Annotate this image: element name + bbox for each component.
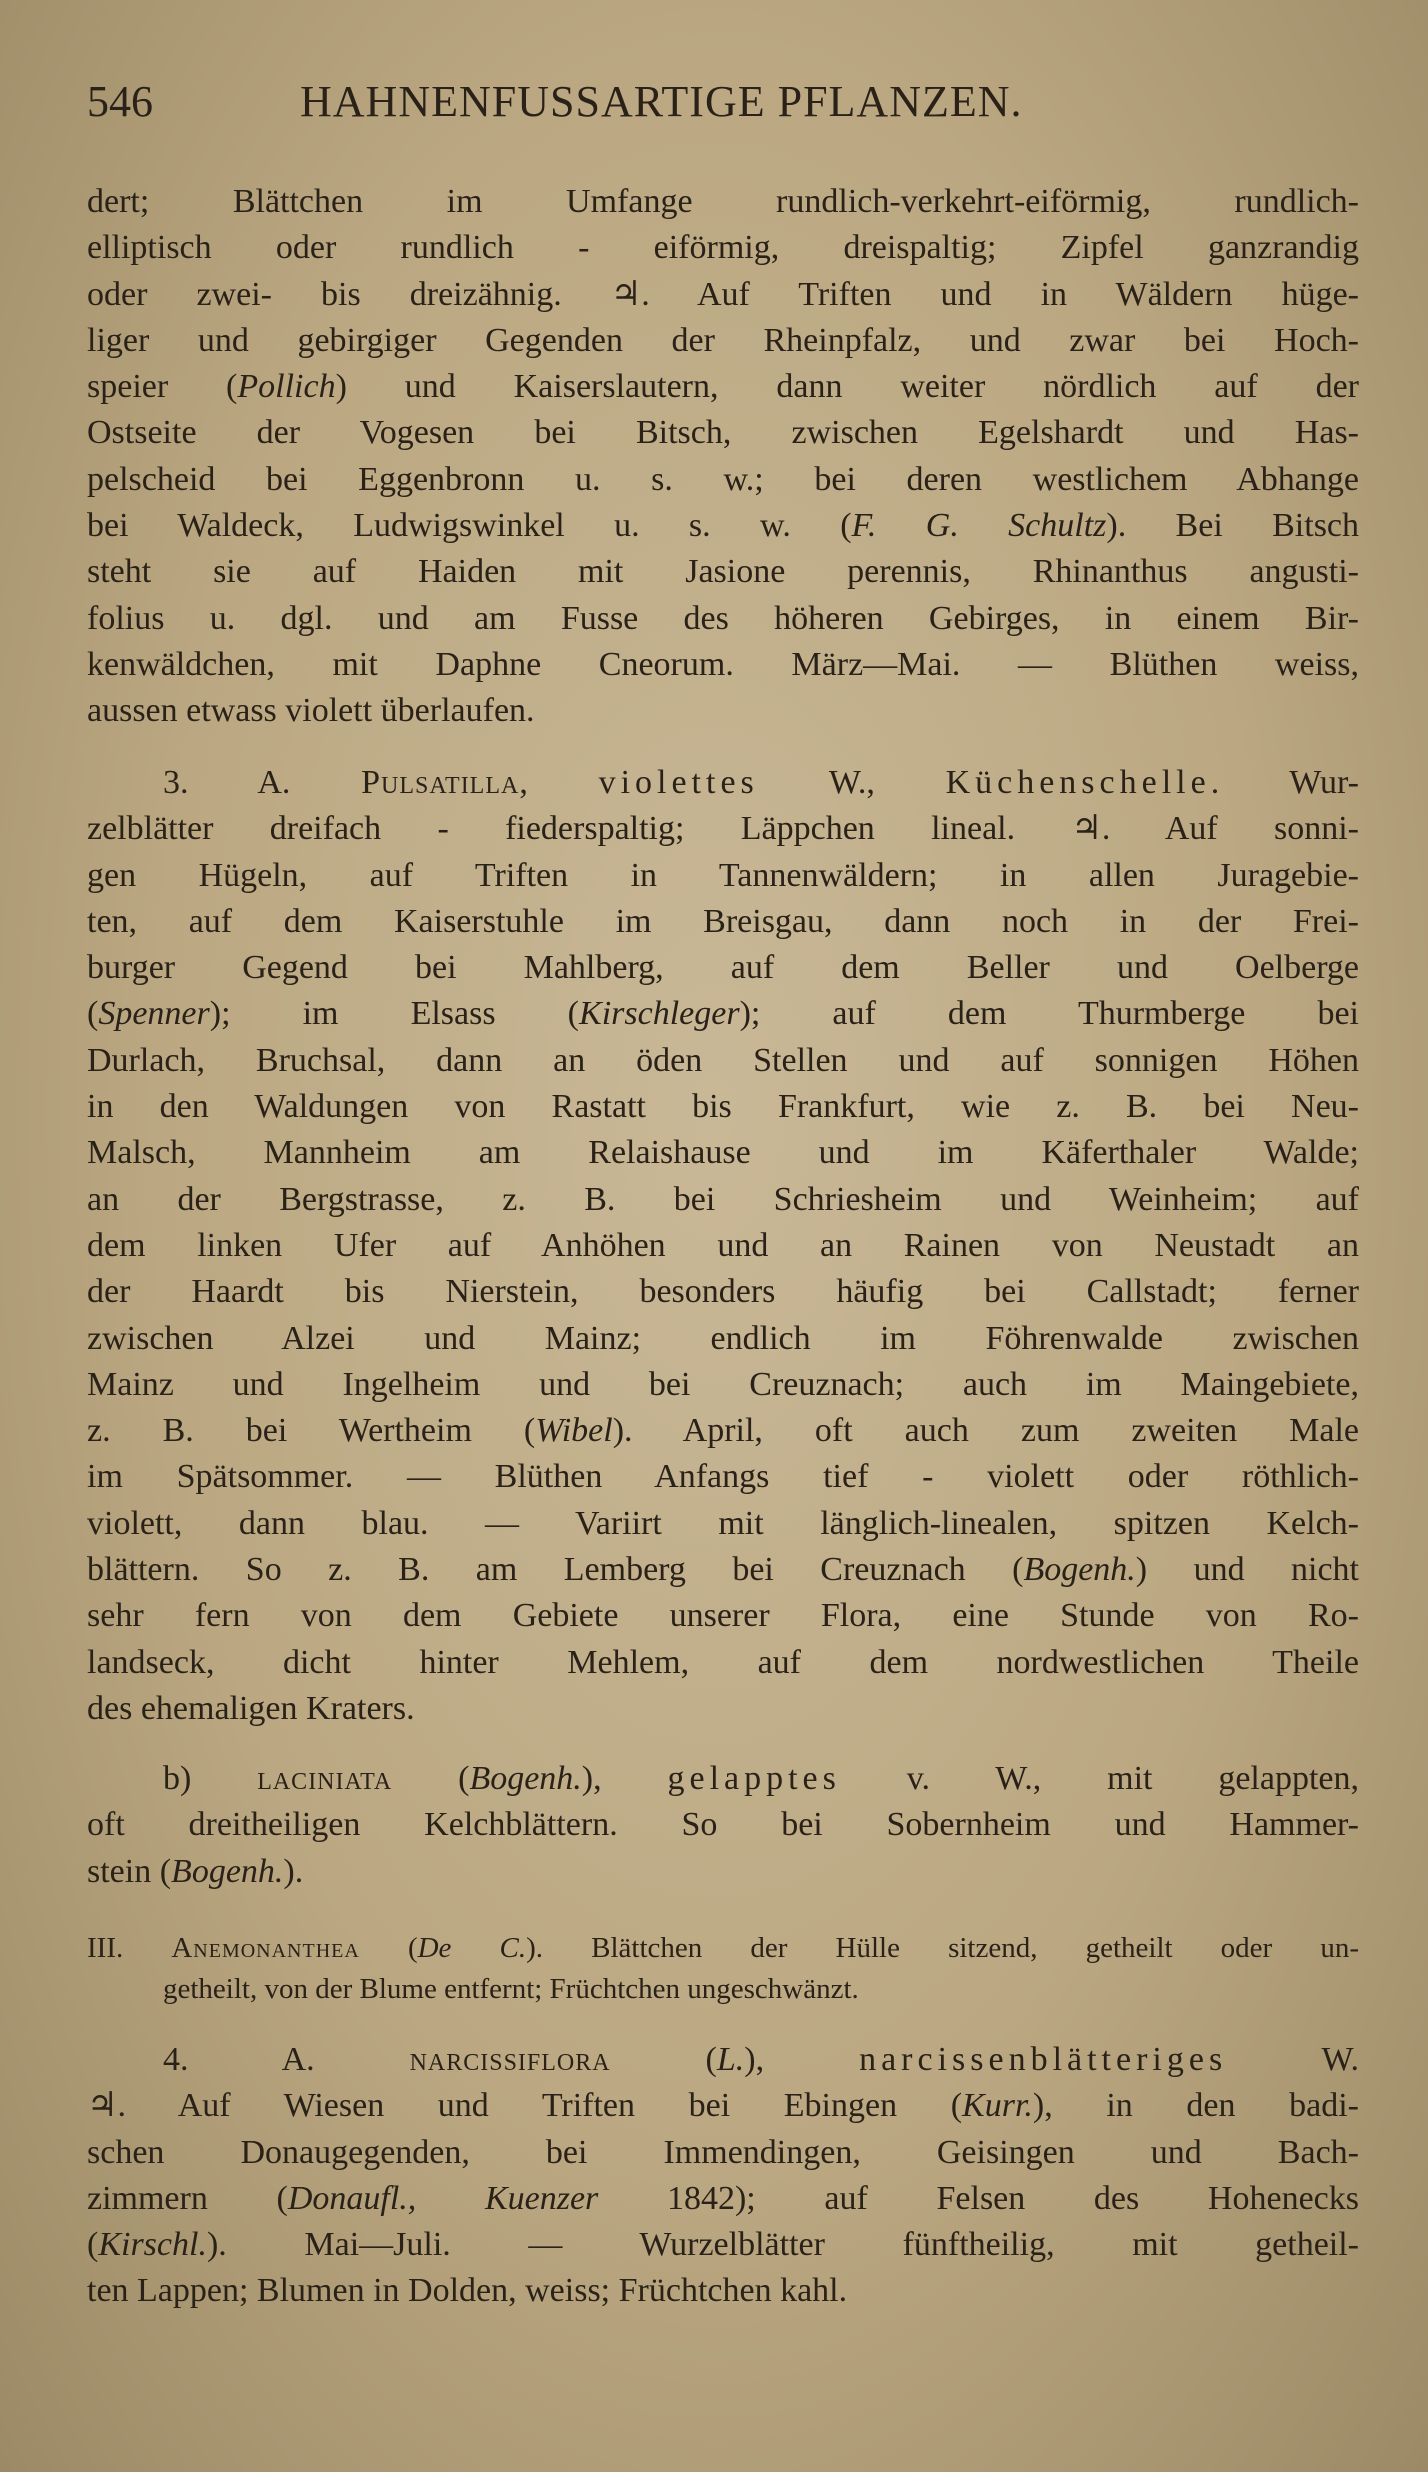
text-line bbox=[87, 1408, 1359, 1454]
text-run: kenwäldchen, mit Daphne Cneorum. März—Mai. — Blüthen weiss, bbox=[87, 645, 1359, 683]
text-run: Malsch, Mannheim am Relaishause und im Käferthaler Walde; bbox=[87, 1134, 1359, 1172]
italic-citation: L. bbox=[716, 2041, 745, 2078]
text-run: ), bbox=[581, 1760, 668, 1797]
text-line bbox=[87, 1593, 1359, 1639]
text-run: gen Hügeln, auf Triften in Tannenwäldern; in allen Juragebie- bbox=[87, 856, 1359, 894]
text-line bbox=[87, 1686, 1359, 1732]
italic-citation: Bogenh. bbox=[469, 1760, 582, 1797]
text-run: landseck, dicht hinter Mehlem, auf dem nordwestlichen Theile bbox=[87, 1643, 1359, 1681]
text-line bbox=[87, 1038, 1359, 1084]
text-run: ♃. Auf Wiesen und Triften bei Ebingen ( bbox=[87, 2087, 963, 2125]
italic-citation: Kirschleger bbox=[579, 995, 740, 1033]
text-line bbox=[87, 2176, 1359, 2222]
text-run: dert; Blättchen im Umfange rundlich-verkehrt-eiförmig, rundlich- bbox=[87, 183, 1359, 220]
common-name: violettes bbox=[598, 764, 759, 801]
italic-citation: Bogenh. bbox=[1023, 1551, 1136, 1589]
text-run: ( bbox=[359, 1932, 418, 1964]
italic-citation: Kirschl. bbox=[98, 2226, 207, 2264]
text-line bbox=[87, 1756, 1359, 1802]
text-run: ), bbox=[744, 2041, 860, 2078]
text-run: schen Donaugegenden, bei Immendingen, Geisingen und Bach- bbox=[87, 2133, 1359, 2171]
text-line bbox=[87, 364, 1359, 410]
text-run: ) und Kaiserslautern, dann weiter nördlich auf der bbox=[335, 368, 1359, 406]
text-run: ten, auf dem Kaiserstuhle im Breisgau, dann noch in der Frei- bbox=[87, 902, 1359, 940]
text-line bbox=[87, 899, 1359, 945]
taxon-name: Anemonanthea bbox=[171, 1932, 360, 1964]
text-run: W. bbox=[1227, 2041, 1359, 2078]
text-run: ). Mai—Juli. — Wurzelblätter fünftheilig, mit getheil- bbox=[206, 2226, 1359, 2264]
text-line bbox=[87, 642, 1359, 688]
text-run: Ostseite der Vogesen bei Bitsch, zwischen Egelshardt und Has- bbox=[87, 414, 1359, 452]
text-run: ( bbox=[392, 1760, 470, 1797]
text-line bbox=[87, 2083, 1359, 2129]
common-name: Küchenschelle bbox=[945, 764, 1211, 801]
text-line bbox=[87, 549, 1359, 595]
text-run: ). Bei Bitsch bbox=[1106, 507, 1360, 545]
running-title: HAHNENFUSSARTIGE PFLANZEN. bbox=[300, 77, 1023, 126]
text-run: blättern. So z. B. am Lemberg bei Creuznach ( bbox=[87, 1551, 1024, 1589]
italic-citation: De C. bbox=[417, 1932, 527, 1964]
text-run: , bbox=[519, 764, 599, 801]
paragraph-laciniata bbox=[87, 1756, 1359, 1895]
text-run: zimmern ( bbox=[87, 2179, 288, 2217]
text-run: der Haardt bis Nierstein, besonders häufig bei Callstadt; ferner bbox=[87, 1273, 1359, 1311]
common-name: narcissenblätteriges bbox=[859, 2041, 1228, 2078]
text-line bbox=[87, 318, 1359, 364]
text-line bbox=[87, 1130, 1359, 1176]
text-run: stein ( bbox=[87, 1852, 172, 1890]
italic-citation: Kurr. bbox=[962, 2087, 1033, 2125]
text-run: b) bbox=[163, 1760, 258, 1797]
text-line bbox=[87, 991, 1359, 1037]
text-run: ). bbox=[283, 1852, 304, 1890]
text-run: W., bbox=[758, 764, 946, 801]
text-line bbox=[87, 457, 1359, 503]
text-line bbox=[87, 1084, 1359, 1130]
text-run: III. bbox=[87, 1932, 172, 1964]
text-line bbox=[87, 1969, 1359, 2010]
taxon-name: laciniata bbox=[257, 1760, 393, 1797]
text-run: in den Waldungen von Rastatt bis Frankfurt, wie z. B. bei Neu- bbox=[87, 1088, 1359, 1126]
text-line bbox=[87, 1501, 1359, 1547]
text-line bbox=[87, 806, 1359, 852]
text-line bbox=[87, 1362, 1359, 1408]
text-run: ); auf dem Thurmberge bei bbox=[739, 995, 1359, 1033]
text-line bbox=[87, 1849, 1359, 1895]
text-line bbox=[87, 1269, 1359, 1315]
text-line bbox=[87, 596, 1359, 642]
text-run: getheilt, von der Blume entfernt; Früchtchen ungeschwänzt. bbox=[163, 1973, 859, 2005]
taxon-name: narcissiflora bbox=[409, 2041, 611, 2078]
italic-citation: Donaufl., Kuenzer bbox=[287, 2179, 599, 2217]
text-run: folius u. dgl. und am Fusse des höheren Gebirges, in einem Bir- bbox=[87, 599, 1359, 637]
text-line bbox=[87, 179, 1359, 225]
text-run: Mainz und Ingelheim und bei Creuznach; auch im Maingebiete, bbox=[87, 1365, 1359, 1403]
text-run: 3. A. bbox=[163, 764, 362, 801]
text-run: bei Waldeck, Ludwigswinkel u. s. w. ( bbox=[87, 507, 852, 545]
text-run: 1842); auf Felsen des Hohenecks bbox=[598, 2179, 1359, 2217]
italic-citation: Wibel bbox=[535, 1412, 613, 1450]
text-run: des ehemaligen Kraters. bbox=[87, 1689, 415, 1727]
taxon-name: Pulsatilla bbox=[361, 764, 520, 801]
text-line bbox=[87, 1223, 1359, 1269]
text-run: speier ( bbox=[87, 368, 238, 406]
text-line bbox=[87, 1802, 1359, 1848]
text-run: 4. A. bbox=[163, 2041, 410, 2078]
text-run: v. W., mit gelappten, bbox=[840, 1760, 1359, 1797]
text-run: ( bbox=[87, 995, 99, 1033]
text-run: aussen etwass violett überlaufen. bbox=[87, 692, 535, 730]
text-run: dem linken Ufer auf Anhöhen und an Rainen von Neustadt an bbox=[87, 1226, 1359, 1264]
text-line bbox=[87, 2037, 1359, 2083]
text-line bbox=[87, 760, 1359, 806]
text-run: ). April, oft auch zum zweiten Male bbox=[612, 1412, 1359, 1450]
text-run: pelscheid bei Eggenbronn u. s. w.; bei deren westlichem Abhange bbox=[87, 460, 1359, 498]
text-line bbox=[87, 503, 1359, 549]
text-run: ten Lappen; Blumen in Dolden, weiss; Früchtchen kahl. bbox=[87, 2272, 848, 2310]
text-run: im Spätsommer. — Blüthen Anfangs tief - violett oder röthlich- bbox=[87, 1458, 1359, 1496]
paragraph-pulsatilla bbox=[87, 760, 1359, 1732]
text-run: ). Blättchen der Hülle sitzend, getheilt oder un- bbox=[526, 1932, 1359, 1964]
text-run: oder zwei- bis dreizähnig. ♃. Auf Triften und in Wäldern hüge- bbox=[87, 275, 1359, 313]
text-run: zwischen Alzei und Mainz; endlich im Föhrenwalde zwischen bbox=[87, 1319, 1359, 1357]
text-run: burger Gegend bei Mahlberg, auf dem Beller und Oelberge bbox=[87, 949, 1359, 987]
text-run: ( bbox=[87, 2226, 99, 2264]
text-line bbox=[87, 2268, 1359, 2314]
text-line bbox=[87, 1454, 1359, 1500]
common-name: gelapptes bbox=[667, 1760, 841, 1797]
text-run: ( bbox=[610, 2041, 717, 2078]
text-run: . Wur- bbox=[1210, 764, 1359, 801]
text-run: ); im Elsass ( bbox=[209, 995, 580, 1033]
text-line bbox=[87, 272, 1359, 318]
running-header bbox=[87, 72, 1187, 132]
text-run: liger und gebirgiger Gegenden der Rheinpfalz, und zwar bei Hoch- bbox=[87, 321, 1359, 359]
text-line bbox=[87, 225, 1359, 271]
text-run: violett, dann blau. — Variirt mit länglich-linealen, spitzen Kelch- bbox=[87, 1504, 1359, 1542]
text-line bbox=[87, 688, 1359, 734]
text-line bbox=[87, 1316, 1359, 1362]
italic-citation: Bogenh. bbox=[171, 1852, 284, 1890]
text-run: elliptisch oder rundlich - eiförmig, dreispaltig; Zipfel ganzrandig bbox=[87, 229, 1359, 267]
paragraph-anemonanthea bbox=[87, 1928, 1359, 2010]
text-run: z. B. bei Wertheim ( bbox=[87, 1412, 536, 1450]
paragraph-continuation bbox=[87, 179, 1359, 735]
italic-citation: Spenner bbox=[98, 995, 210, 1033]
italic-citation: Pollich bbox=[237, 368, 336, 406]
text-run: sehr fern von dem Gebiete unserer Flora, eine Stunde von Ro- bbox=[87, 1597, 1359, 1635]
text-line bbox=[87, 2130, 1359, 2176]
text-run: ), in den badi- bbox=[1032, 2087, 1359, 2125]
italic-citation: F. G. Schultz bbox=[851, 507, 1107, 545]
paragraph-narcissiflora bbox=[87, 2037, 1359, 2315]
text-line bbox=[87, 1640, 1359, 1686]
text-run: zelblätter dreifach - fiederspaltig; Läppchen lineal. ♃. Auf sonni- bbox=[87, 810, 1359, 848]
text-line bbox=[87, 1177, 1359, 1223]
text-line bbox=[87, 1547, 1359, 1593]
text-line bbox=[87, 2222, 1359, 2268]
text-run: steht sie auf Haiden mit Jasione perennis, Rhinanthus angusti- bbox=[87, 553, 1359, 591]
page-number: 546 bbox=[87, 77, 153, 126]
text-line bbox=[87, 1928, 1359, 1969]
text-run: oft dreitheiligen Kelchblättern. So bei Sobernheim und Hammer- bbox=[87, 1806, 1359, 1844]
text-line bbox=[87, 853, 1359, 899]
text-run: ) und nicht bbox=[1135, 1551, 1359, 1589]
text-line bbox=[87, 410, 1359, 456]
text-line bbox=[87, 945, 1359, 991]
text-run: Durlach, Bruchsal, dann an öden Stellen und auf sonnigen Höhen bbox=[87, 1041, 1359, 1079]
text-run: an der Bergstrasse, z. B. bei Schriesheim und Weinheim; auf bbox=[87, 1180, 1359, 1218]
